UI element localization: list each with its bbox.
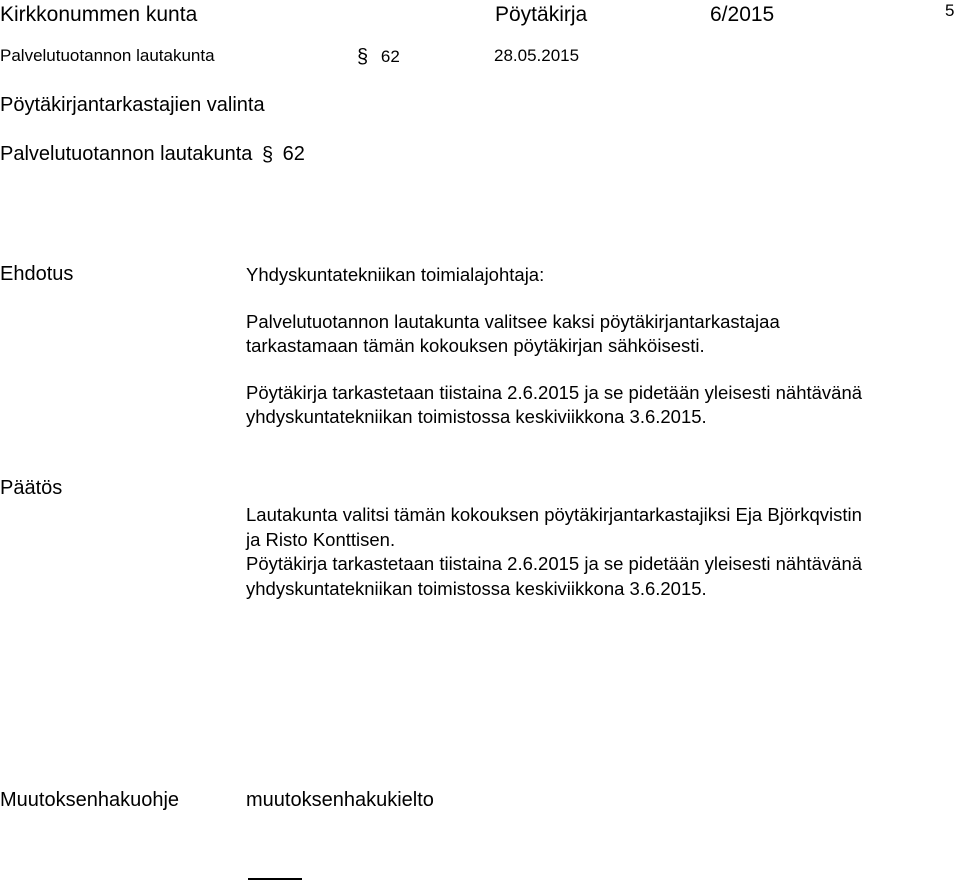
decision-line2: ja Risto Konttisen.	[246, 528, 396, 550]
meeting-date: 28.05.2015	[494, 46, 580, 65]
document-number: 6/2015	[710, 3, 775, 26]
item-board-reference	[0, 143, 305, 167]
section-reference	[357, 46, 400, 69]
proposal-paragraph1-line1: Palvelutuotannon lautakunta valitsee kaksi pöytäkirjantarkastajaa	[246, 310, 780, 332]
separator-line	[248, 878, 302, 880]
decision-text	[246, 503, 946, 601]
decision-line1: Lautakunta valitsi tämän kokouksen pöytäkirjantarkastajiksi Eja Björkqvistin	[246, 504, 862, 525]
section-number: 62	[380, 47, 400, 66]
section-symbol: §	[357, 46, 369, 68]
item-title: Pöytäkirjantarkastajien valinta	[0, 94, 265, 116]
appeal-label: Muutoksenhakuohje	[0, 789, 180, 811]
proposal-paragraph2-line1: Pöytäkirja tarkastetaan tiistaina 2.6.2015 ja se pidetään yleisesti nähtävänä	[246, 381, 863, 403]
proposal-paragraph2-line2: yhdyskuntatekniikan toimistossa keskiviikkona 3.6.2015.	[246, 406, 707, 427]
proposal-paragraph1-line2: tarkastamaan tämän kokouksen pöytäkirjan sähköisesti.	[246, 335, 705, 356]
item-section-symbol: §	[261, 144, 274, 166]
proposal-presenter: Yhdyskuntatekniikan toimialajohtaja:	[246, 264, 545, 285]
page-number: 5	[945, 1, 955, 20]
decision-line4: yhdyskuntatekniikan toimistossa keskiviikkona 3.6.2015.	[246, 577, 707, 599]
document-type: Pöytäkirja	[495, 3, 588, 26]
item-section-number: 62	[282, 143, 305, 165]
proposal-text	[246, 263, 946, 430]
decision-line3: Pöytäkirja tarkastetaan tiistaina 2.6.2015 ja se pidetään yleisesti nähtävänä	[246, 553, 863, 574]
appeal-value: muutoksenhakukielto	[246, 789, 434, 811]
municipality-name: Kirkkonummen kunta	[0, 3, 198, 26]
item-board-name: Palvelutuotannon lautakunta	[0, 143, 253, 165]
decision-label: Päätös	[0, 477, 63, 499]
board-name: Palvelutuotannon lautakunta	[0, 46, 215, 65]
proposal-label: Ehdotus	[0, 263, 74, 285]
